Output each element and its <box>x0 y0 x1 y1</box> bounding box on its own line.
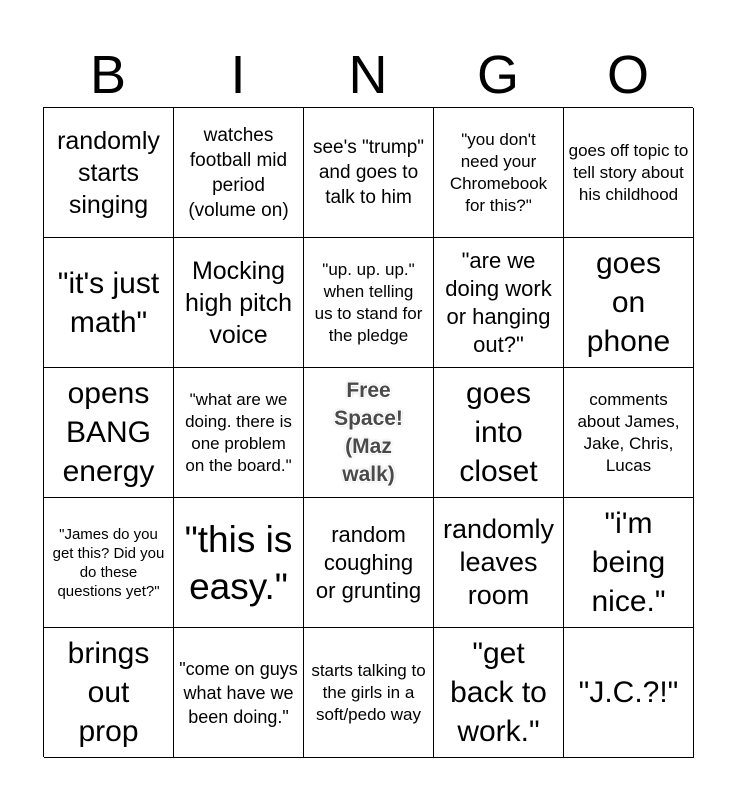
bingo-cell[interactable] <box>434 368 564 498</box>
cell-text: watches football mid period (volume on) <box>188 124 289 221</box>
header-letter-b: B <box>89 45 127 105</box>
cell-text: randomly leaves room <box>442 514 555 610</box>
header-letter-n: N <box>348 45 388 105</box>
header-letter-i: I <box>230 45 246 105</box>
bingo-cell[interactable] <box>44 498 174 628</box>
cell-text: goes on phone <box>586 247 671 358</box>
cell-text: Mocking high pitch voice <box>184 256 293 349</box>
bingo-cell[interactable] <box>434 108 564 238</box>
bingo-cell[interactable] <box>564 108 694 238</box>
cell-text: "up. up. up." when telling us to stand for the pledge <box>314 259 423 345</box>
bingo-cell[interactable] <box>564 498 694 628</box>
cell-text: "what are we doing. there is one problem on the board." <box>185 389 292 475</box>
bingo-cell[interactable] <box>174 628 304 758</box>
cell-text: "get back to work." <box>450 637 547 748</box>
bingo-cell[interactable] <box>44 108 174 238</box>
header-letter-o: O <box>606 45 649 105</box>
bingo-cell[interactable] <box>304 368 434 498</box>
bingo-cell[interactable] <box>434 628 564 758</box>
cell-text: goes off topic to tell story about his childhood <box>568 140 689 204</box>
cell-text: opens BANG energy <box>62 377 155 488</box>
cell-text: see's "trump" and goes to talk to him <box>312 137 425 208</box>
bingo-card <box>43 107 693 757</box>
cell-text: randomly starts singing <box>57 126 160 219</box>
header-letter-g: G <box>476 45 519 105</box>
bingo-cell[interactable] <box>564 368 694 498</box>
bingo-cell[interactable] <box>564 238 694 368</box>
bingo-cell[interactable] <box>304 238 434 368</box>
cell-text: goes into closet <box>459 377 538 488</box>
bingo-cell[interactable] <box>44 368 174 498</box>
cell-text: "J.C.?!" <box>578 675 679 709</box>
bingo-cell[interactable] <box>44 628 174 758</box>
cell-text: "come on guys what have we been doing." <box>179 658 298 727</box>
bingo-cell[interactable] <box>174 108 304 238</box>
bingo-cell[interactable] <box>174 368 304 498</box>
bingo-cell[interactable] <box>434 498 564 628</box>
bingo-cell[interactable] <box>44 238 174 368</box>
cell-text: "James do you get this? Did you do these questions yet?" <box>52 525 165 600</box>
bingo-cell[interactable] <box>564 628 694 758</box>
bingo-cell[interactable] <box>304 498 434 628</box>
cell-text: brings out prop <box>67 637 150 748</box>
cell-text: "i'm being nice." <box>591 507 666 618</box>
bingo-cell[interactable] <box>304 628 434 758</box>
cell-text: random coughing or grunting <box>315 521 422 603</box>
cell-text: "you don't need your Chromebook for this?" <box>449 129 548 215</box>
cell-text: comments about James, Jake, Chris, Lucas <box>577 389 680 475</box>
bingo-cell[interactable] <box>434 238 564 368</box>
cell-text: "are we doing work or hanging out?" <box>445 247 552 357</box>
cell-text: "it's just math" <box>57 266 160 339</box>
bingo-cell[interactable] <box>174 498 304 628</box>
cell-text: "this is easy." <box>184 518 293 607</box>
bingo-cell[interactable] <box>304 108 434 238</box>
bingo-cell[interactable] <box>174 238 304 368</box>
free-space-text: Free Space! (Maz walk) <box>334 378 403 486</box>
cell-text: starts talking to the girls in a soft/pedo way <box>311 660 426 724</box>
bingo-header <box>43 42 693 108</box>
